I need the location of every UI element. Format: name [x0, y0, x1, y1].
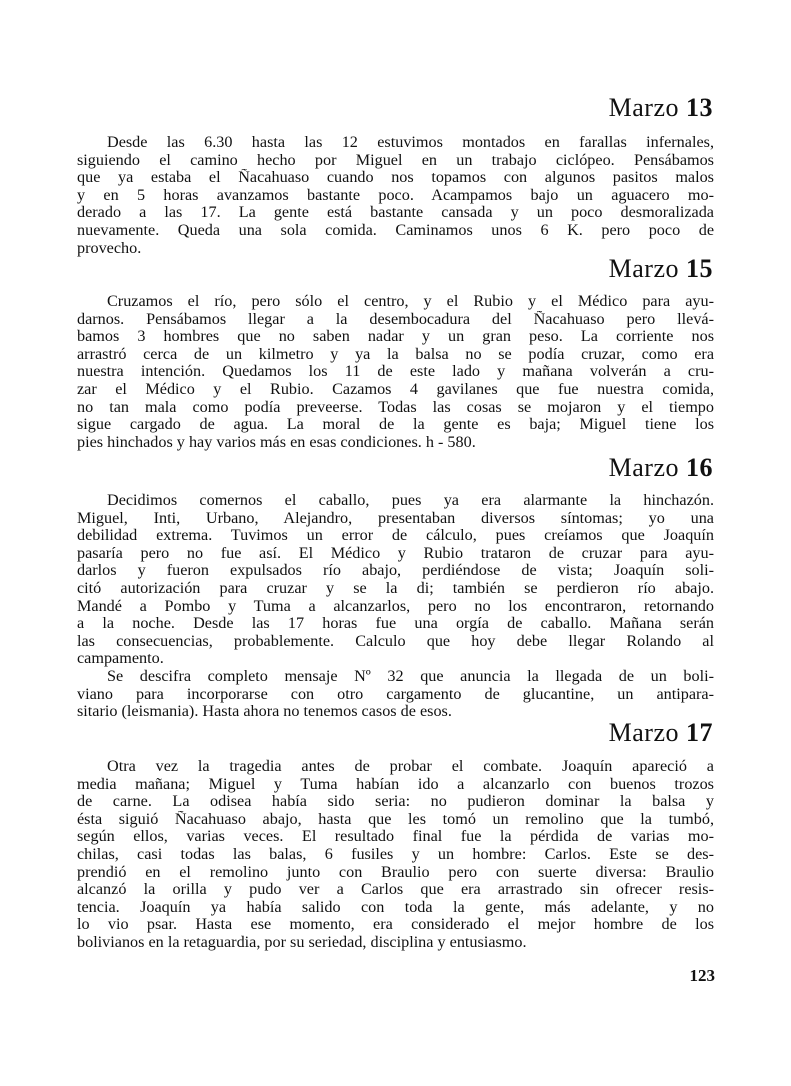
text-line: de carne. La odisea había sido seria: no pudieron dominar la balsa y: [77, 793, 714, 811]
text-line: tencia. Joaquín ya había salido con toda la gente, más adelante, y no: [77, 898, 714, 916]
text-line: siguiendo el camino hecho por Miguel en un trabajo ciclópeo. Pensábamos: [77, 151, 714, 169]
text-line: nuestra intención. Quedamos los 11 de este lado y mañana volverán a cru-: [77, 363, 714, 381]
entry-heading: [609, 254, 713, 284]
text-line: Otra vez la tragedia antes de probar el combate. Joaquín apareció a: [107, 758, 714, 775]
entry-heading: [609, 93, 713, 123]
text-line: provecho.: [77, 239, 142, 257]
entry-heading: [609, 453, 713, 483]
text-line: ésta siguió Ñacahuaso abajo, hasta que les tomó un remolino que la tumbó,: [77, 810, 714, 828]
heading-day: 16: [686, 453, 713, 482]
entry-body: [77, 134, 714, 257]
text-line: no tan mala como podía preveerse. Todas las cosas se mojaron y el tiempo: [77, 398, 714, 416]
text-line: chilas, casi todas las balas, 6 fusiles y un hombre: Carlos. Este se des-: [77, 845, 714, 863]
entry-heading: [609, 718, 713, 748]
text-line: que ya estaba el Ñacahuaso cuando nos topamos con algunos pasitos malos: [77, 169, 714, 187]
text-line: derado a las 17. La gente está bastante cansada y un poco desmoralizada: [77, 204, 714, 222]
text-line: alcanzó la orilla y pudo ver a Carlos que era arrastrado sin ofrecer resis-: [77, 881, 714, 899]
entry-body: [77, 758, 714, 952]
heading-day: 15: [686, 254, 713, 283]
text-line: prendió en el remolino junto con Braulio pero con suerte diversa: Braulio: [77, 863, 714, 881]
entry-body: [77, 492, 714, 721]
text-line: Decidimos comernos el caballo, pues ya era alarmante la hinchazón.: [107, 492, 714, 509]
text-line: zar el Médico y el Rubio. Cazamos 4 gavilanes que fue nuestra comida,: [77, 380, 714, 398]
text-line: Se descifra completo mensaje Nº 32 que anuncia la llegada de un boli-: [107, 667, 714, 685]
text-line: arrastró cerca de un kilmetro y ya la balsa no se podía cruzar, como era: [77, 345, 714, 363]
text-line: citó autorización para cruzar y se la di; también se perdieron río abajo.: [77, 579, 714, 597]
text-line: viano para incorporarse con otro cargamento de glucantine, un antipara-: [77, 685, 714, 703]
text-line: bamos 3 hombres que no saben nadar y un gran peso. La corriente nos: [77, 328, 714, 346]
page-number: 123: [689, 966, 715, 985]
text-line: media mañana; Miguel y Tuma habían ido a alcanzarlo con buenos trozos: [77, 775, 714, 793]
text-line: Desde las 6.30 hasta las 12 estuvimos montados en farallas infernales,: [107, 134, 714, 151]
text-line: sigue cargado de agua. La moral de la gente es baja; Miguel tiene los: [77, 416, 714, 434]
text-line: darlos y fueron expulsados río abajo, perdiéndose de vista; Joaquín soli-: [77, 562, 714, 580]
text-line: darnos. Pensábamos llegar a la desembocadura del Ñacahuaso pero llevá-: [77, 310, 714, 328]
heading-month: Marzo: [608, 93, 679, 122]
text-line: debilidad extrema. Tuvimos un error de cálculo, pues creíamos que Joaquín: [77, 527, 714, 545]
text-line: bolivianos en la retaguardia, por su seriedad, disciplina y entusiasmo.: [77, 933, 527, 951]
text-line: pasaría pero no fue así. El Médico y Rubio trataron de cruzar para ayu-: [77, 544, 714, 562]
text-line: lo vio psar. Hasta ese momento, era considerado el mejor hombre de los: [77, 916, 714, 934]
text-line: a la noche. Desde las 17 horas fue una orgía de caballo. Mañana serán: [77, 615, 714, 633]
text-line: Mandé a Pombo y Tuma a alcanzarlos, pero no los encontraron, retornando: [77, 597, 714, 615]
text-line: Cruzamos el río, pero sólo el centro, y el Rubio y el Médico para ayu-: [107, 293, 714, 310]
text-line: según ellos, varias veces. El resultado final fue la pérdida de varias mo-: [77, 828, 714, 846]
text-line: Miguel, Inti, Urbano, Alejandro, presentaban diversos síntomas; yo una: [77, 509, 714, 527]
text-line: pies hinchados y hay varios más en esas condiciones. h - 580.: [77, 433, 476, 451]
text-line: y en 5 horas avanzamos bastante poco. Acampamos bajo un aguacero mo-: [77, 186, 714, 204]
heading-month: Marzo: [608, 254, 679, 283]
heading-month: Marzo: [608, 718, 679, 747]
heading-day: 13: [686, 93, 713, 122]
text-line: nuevamente. Queda una sola comida. Caminamos unos 6 K. pero poco de: [77, 221, 714, 239]
entry-body: [77, 293, 714, 451]
text-line: campamento.: [77, 650, 164, 668]
text-line: las consecuencias, probablemente. Calculo que hoy debe llegar Rolando al: [77, 632, 714, 650]
heading-month: Marzo: [608, 453, 679, 482]
text-line: sitario (leismania). Hasta ahora no tenemos casos de esos.: [77, 703, 452, 721]
heading-day: 17: [686, 718, 713, 747]
